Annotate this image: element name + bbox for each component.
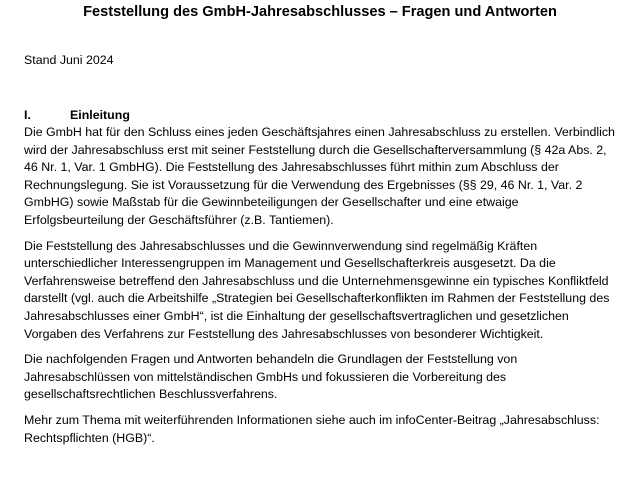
document-title: Feststellung des GmbH-Jahresabschlusses – Fragen und Antworten [83, 4, 557, 20]
document-date: Stand Juni 2024 [24, 53, 114, 67]
paragraph: Die nachfolgenden Fragen und Antworten behandeln die Grundlagen der Feststellung von Jahresabschlüssen von mittelständischen GmbHs und fokussieren die Vorbereitung des gesellschaftsrechtlichen Beschlussverfahrens. [24, 352, 518, 402]
paragraph: Die Feststellung des Jahresabschlusses und die Gewinnverwendung sind regelmäßig Kräften unterschiedlicher Interessengruppen im Management und Gesellschafterkreis ausgesetzt. Da die Verfahrensweise betreffend den Jahresabschluss und die Unternehmensgewinne ein typisches Konfliktfeld darstellt (vgl. auch die Arbeitshilfe „Strategien bei Gesellschafterkonflikten im Rahmen der Feststellung des Jahresabschlusses einer GmbH“, ist die Einhaltung der gesellschaftsvertraglichen und gesetzlichen Vorgaben des Verfahrens zur Feststellung des Jahresabschlusses von besonderer Wichtigkeit. [24, 238, 610, 341]
section-number: I. [24, 108, 31, 122]
paragraph: Die GmbH hat für den Schluss eines jeden Geschäftsjahres einen Jahresabschluss zu erstellen. Verbindlich wird der Jahresabschluss erst mit seiner Feststellung durch die Gesellschafterversammlung (§ 42a Abs. 2, 46 Nr. 1, Var. 1 GmbHG). Die Feststellung des Jahresabschlusses führt mithin zum Abschluss der Rechnungslegung. Sie ist Voraussetzung für die Verwendung des Ergebnisses (§§ 29, 46 Nr. 1, Var. 2 GmbHG) sowie Maßstab für die Gewinnbeteiligungen der Gesellschafter und eine etwaige Erfolgsbeurteilung der Geschäftsführer (z.B. Tantiemen). [24, 125, 615, 227]
paragraph: Mehr zum Thema mit weiterführenden Informationen siehe auch im infoCenter-Beitrag „Jahresabschluss: Rechtspflichten (HGB)“. [24, 412, 600, 445]
section-body [24, 124, 616, 455]
section-title: Einleitung [70, 108, 130, 122]
section-heading [24, 106, 130, 124]
